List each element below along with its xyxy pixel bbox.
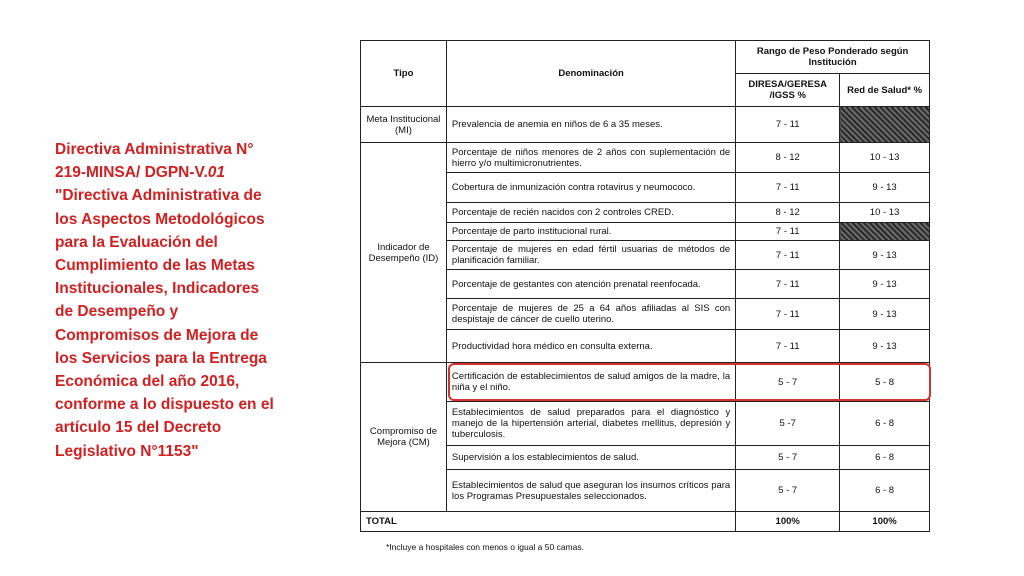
row-denominacion: Porcentaje de niños menores de 2 años con suplementación de hierro y/o multimicronutrientes.	[446, 143, 735, 173]
row-red: 5 - 8	[840, 363, 930, 402]
row-denominacion: Porcentaje de parto institucional rural.	[446, 223, 735, 241]
row-diresa: 7 - 11	[736, 241, 840, 270]
header-tipo: Tipo	[361, 41, 447, 107]
header-rango: Rango de Peso Ponderado según Institución	[736, 41, 930, 74]
row-diresa: 7 - 11	[736, 270, 840, 299]
row-red: 9 - 13	[840, 173, 930, 203]
row-denominacion: Establecimientos de salud que aseguran los insumos críticos para los Programas Presupuestales seleccionados.	[446, 470, 735, 512]
row-diresa: 7 - 11	[736, 223, 840, 241]
total-label: TOTAL	[361, 512, 736, 532]
row-diresa: 5 - 7	[736, 470, 840, 512]
row-denominacion: Establecimientos de salud preparados para el diagnóstico y manejo de la hipertensión arterial, diabetes mellitus, depresión y tuberculosis.	[446, 402, 735, 446]
table-row	[361, 270, 930, 299]
row-red: 9 - 13	[840, 241, 930, 270]
table-row	[361, 446, 930, 470]
row-denominacion: Prevalencia de anemia en niños de 6 a 35 meses.	[446, 107, 735, 143]
total-row	[361, 512, 930, 532]
caption-part1: Directiva Administrativa N° 219-MINSA/ DGPN-V.	[55, 141, 254, 182]
footnote: *Incluye a hospitales con menos o igual a 50 camas.	[386, 542, 584, 552]
row-red-redacted	[840, 223, 930, 241]
row-diresa: 8 - 12	[736, 143, 840, 173]
caption-part2: "Directiva Administrativa de los Aspectos Metodológicos para la Evaluación del Cumplimiento de las Metas Institucionales, Indicadores de Desempeño y Compromisos de Mejora de los Servicios para la Entrega Económica del año 2016, conforme a lo dispuesto en el artículo 15 del Decreto Legislativo N°1153"	[55, 187, 274, 460]
row-denominacion: Porcentaje de recién nacidos con 2 controles CRED.	[446, 203, 735, 223]
row-denominacion: Cobertura de inmunización contra rotavirus y neumococo.	[446, 173, 735, 203]
row-red: 9 - 13	[840, 330, 930, 363]
row-red-redacted	[840, 107, 930, 143]
row-denominacion: Porcentaje de gestantes con atención prenatal reenfocada.	[446, 270, 735, 299]
row-red: 6 - 8	[840, 402, 930, 446]
highlight-box	[448, 363, 931, 401]
row-red: 6 - 8	[840, 470, 930, 512]
table-row	[361, 173, 930, 203]
row-diresa: 7 - 11	[736, 299, 840, 330]
group-cm: Compromiso de Mejora (CM)	[361, 363, 447, 512]
row-diresa: 5 - 7	[736, 363, 840, 402]
group-id: Indicador de Desempeño (ID)	[361, 143, 447, 363]
header-denominacion: Denominación	[446, 41, 735, 107]
row-red: 6 - 8	[840, 446, 930, 470]
row-denominacion: Productividad hora médico en consulta externa.	[446, 330, 735, 363]
directive-caption	[55, 138, 277, 463]
header-diresa: DIRESA/GERESA /IGSS %	[736, 74, 840, 107]
table-row	[361, 203, 930, 223]
row-red: 9 - 13	[840, 270, 930, 299]
row-denominacion: Certificación de establecimientos de salud amigos de la madre, la niña y el niño.	[446, 363, 735, 402]
table-row	[361, 299, 930, 330]
row-denominacion: Porcentaje de mujeres en edad fértil usuarias de métodos de planificación familiar.	[446, 241, 735, 270]
total-red: 100%	[840, 512, 930, 532]
row-diresa: 7 - 11	[736, 173, 840, 203]
row-diresa: 8 - 12	[736, 203, 840, 223]
group-mi: Meta Institucional (MI)	[361, 107, 447, 143]
row-diresa: 5 -7	[736, 402, 840, 446]
row-red: 9 - 13	[840, 299, 930, 330]
row-denominacion: Porcentaje de mujeres de 25 a 64 años afiliadas al SIS con despistaje de cáncer de cuello uterino.	[446, 299, 735, 330]
row-diresa: 5 - 7	[736, 446, 840, 470]
scanned-document	[360, 40, 932, 555]
total-diresa: 100%	[736, 512, 840, 532]
row-diresa: 7 - 11	[736, 107, 840, 143]
row-red: 10 - 13	[840, 203, 930, 223]
row-red: 10 - 13	[840, 143, 930, 173]
table-row	[361, 223, 930, 241]
weights-table	[360, 40, 930, 532]
row-denominacion: Supervisión a los establecimientos de salud.	[446, 446, 735, 470]
caption-version-italic: 01	[207, 164, 225, 182]
table-row	[361, 402, 930, 446]
table-row	[361, 107, 930, 143]
row-diresa: 7 - 11	[736, 330, 840, 363]
table-row	[361, 241, 930, 270]
header-red: Red de Salud* %	[840, 74, 930, 107]
table-row	[361, 330, 930, 363]
table-row	[361, 470, 930, 512]
table-row	[361, 143, 930, 173]
